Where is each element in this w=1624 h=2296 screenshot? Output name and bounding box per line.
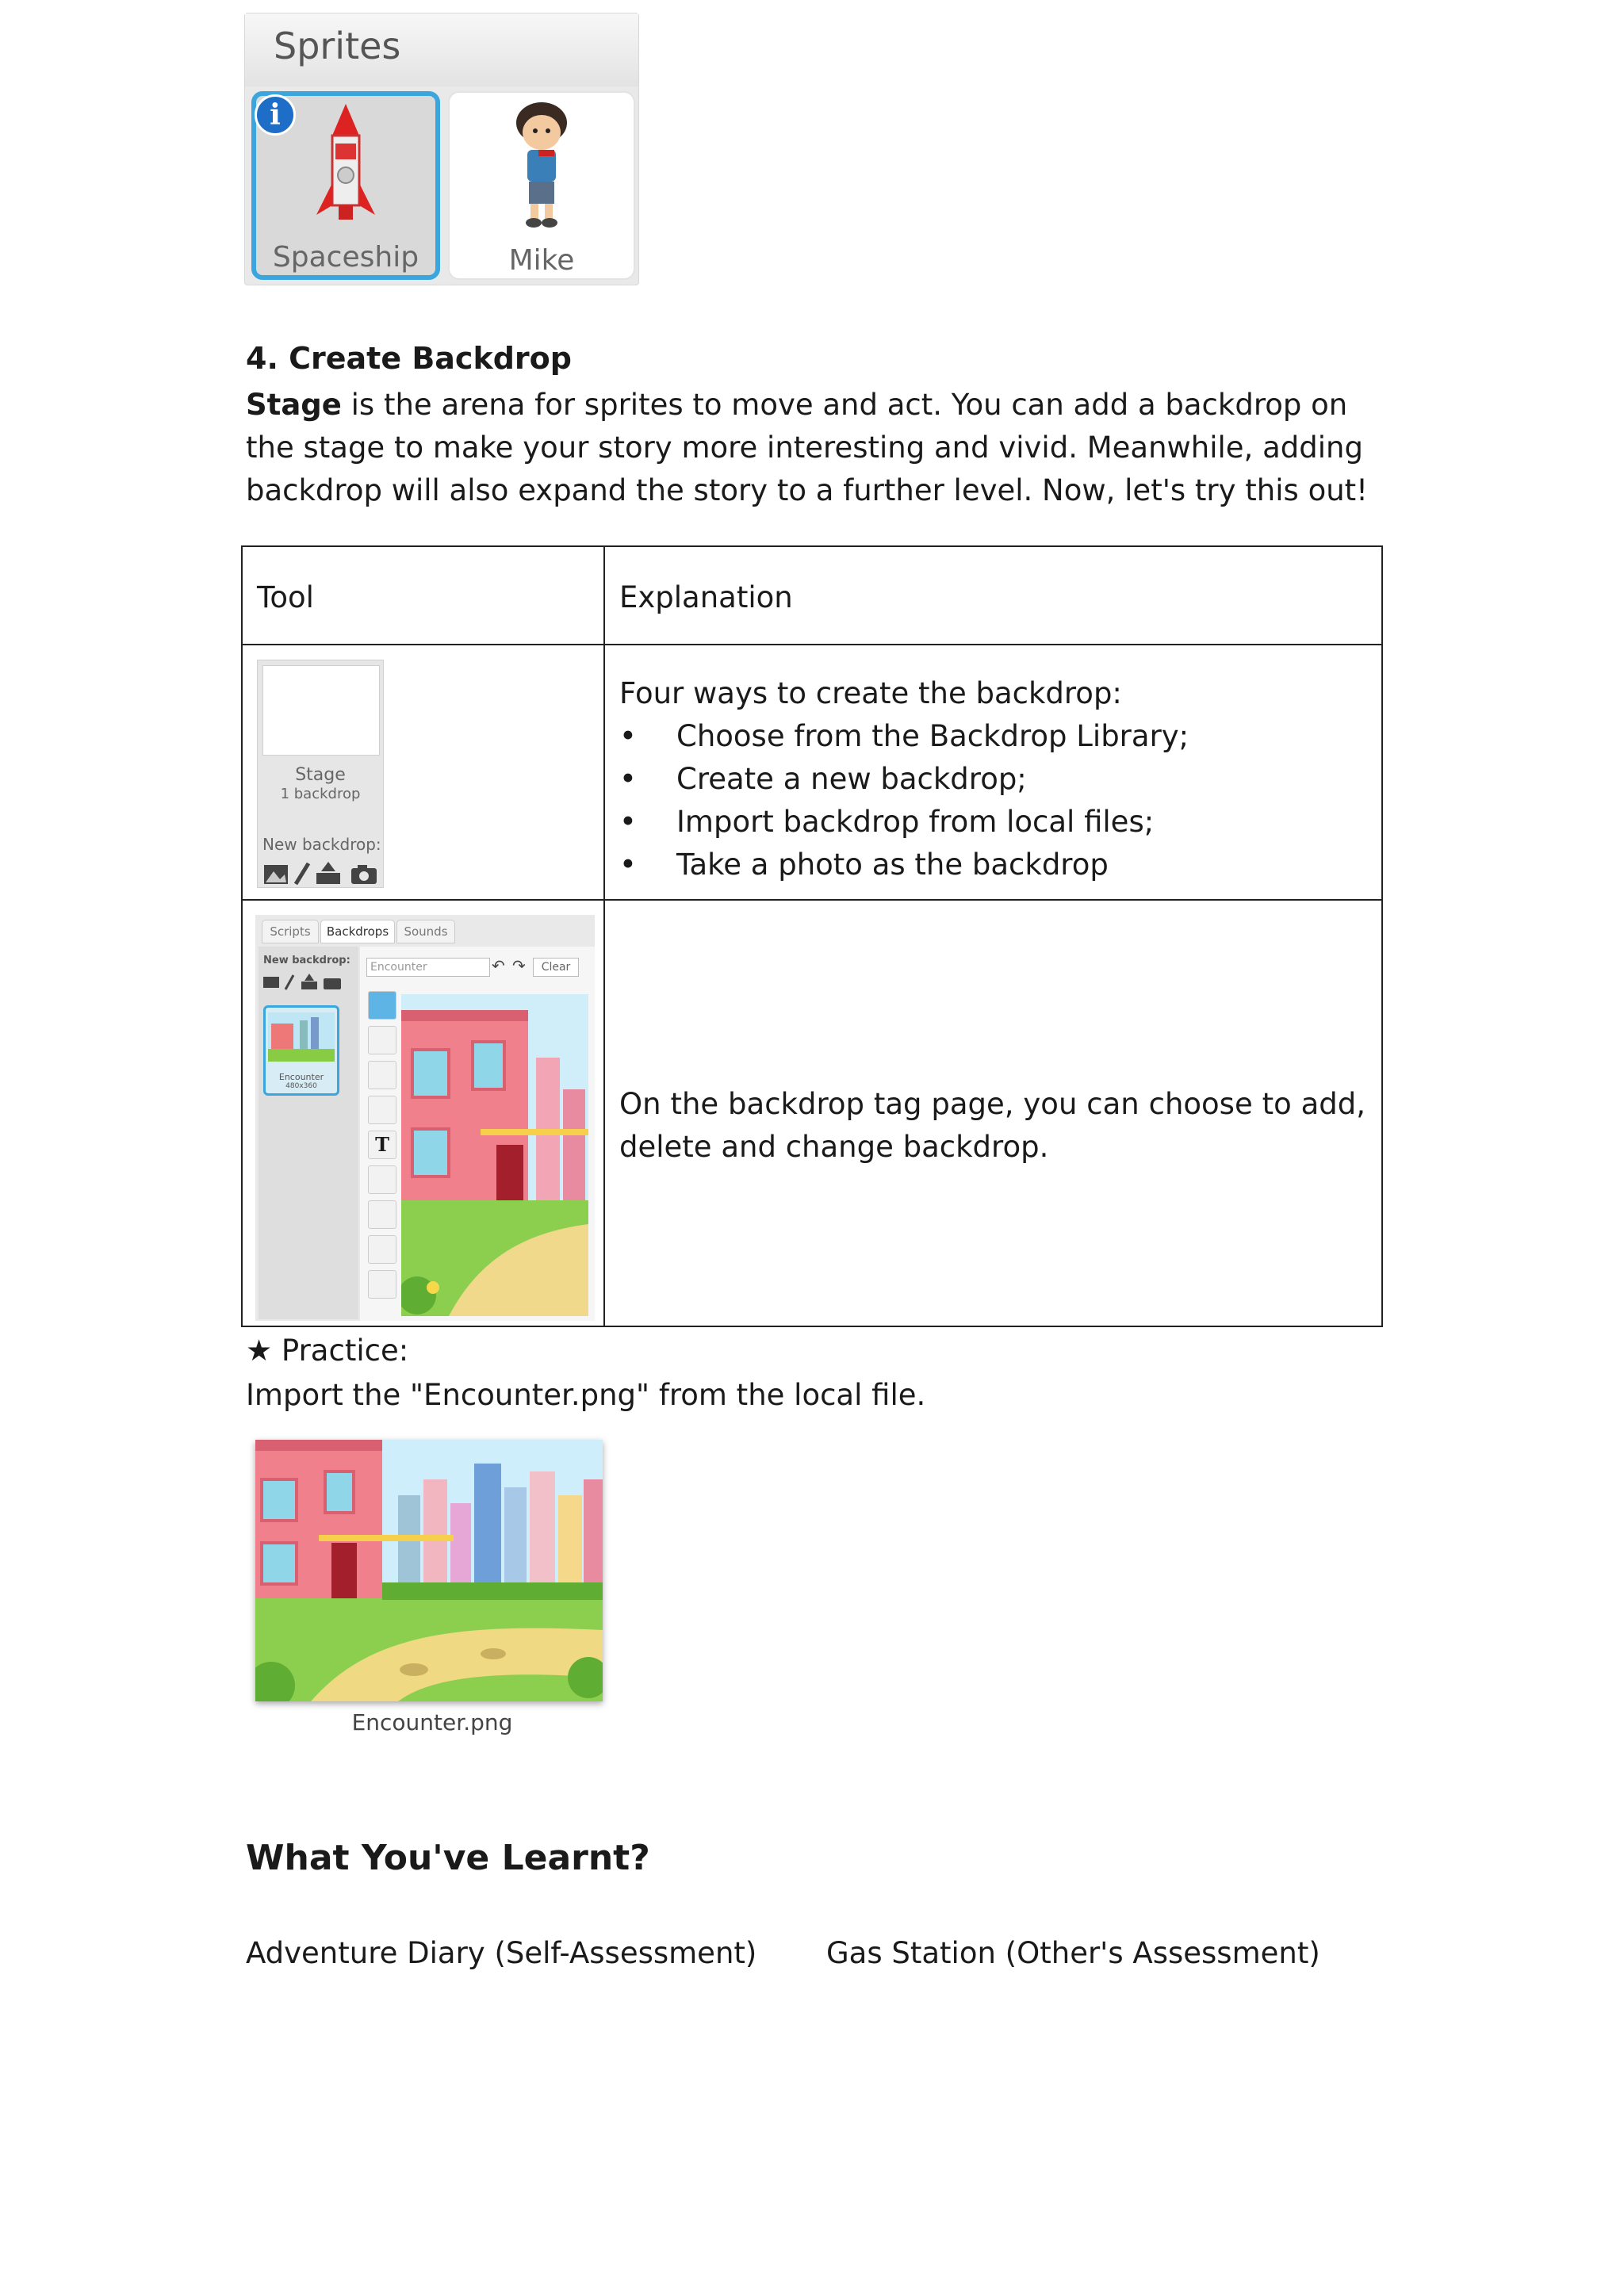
list-item: • Create a new backdrop; [619, 758, 1365, 801]
redo-icon[interactable]: ↷ [512, 956, 526, 975]
thumb-size: 480x360 [285, 1082, 317, 1090]
stage-explanation-cell [604, 645, 1382, 900]
encounter-filename: Encounter.png [351, 1709, 513, 1735]
header-explanation [604, 546, 1382, 645]
header-tool [242, 546, 604, 645]
new-backdrop-label: New backdrop: [263, 955, 350, 966]
boy-character-icon [450, 93, 634, 235]
rocket-icon [256, 96, 435, 239]
brush-tool-icon[interactable] [368, 991, 396, 1020]
tab-scripts[interactable]: Scripts [262, 920, 319, 943]
list-item: • Choose from the Backdrop Library; [619, 715, 1365, 758]
paragraph-text: is the arena for sprites to move and act. You can add a backdrop on the stage to make your story more interesting and vivid. Meanwhile, adding backdrop will also expand the story to a further level. Now, let's try this out! [246, 388, 1368, 507]
undo-icon[interactable]: ↶ [492, 956, 505, 975]
select-tool-icon[interactable] [368, 1235, 396, 1264]
backdrop-thumbnail[interactable] [263, 1005, 339, 1096]
encounter-mini-icon [268, 1012, 335, 1062]
editor-explanation [619, 1083, 1365, 1169]
backdrop-editor [255, 915, 595, 1321]
header-explanation-text: Explanation [619, 580, 793, 614]
header-tool-text: Tool [257, 580, 314, 614]
thumb-name: Encounter [278, 1072, 324, 1082]
ways-list [619, 715, 1365, 886]
explanation-line: On the backdrop tag page, you can choose to add, [619, 1087, 1365, 1121]
backdrop-list-panel [259, 947, 358, 1319]
upload-icon [316, 862, 340, 884]
paintbrush-icon [296, 863, 308, 884]
sprite-tile-spaceship[interactable] [251, 91, 440, 280]
section-paragraph [246, 384, 1388, 512]
paint-editor [360, 947, 595, 1321]
stage-thumbnail[interactable] [257, 660, 384, 888]
adventure-diary-label: Adventure Diary (Self-Assessment) [246, 1936, 757, 1970]
clear-button[interactable]: Clear [533, 958, 579, 977]
editor-tool-cell [242, 900, 604, 1326]
backdrop-name-input[interactable]: Encounter [366, 958, 490, 977]
sprites-panel [244, 13, 639, 285]
eraser-tool-icon[interactable] [368, 1200, 396, 1229]
tool-table [241, 545, 1383, 1327]
camera-icon [351, 865, 377, 884]
backdrop-canvas-image [401, 994, 588, 1316]
new-backdrop-icons [263, 974, 350, 991]
encounter-scene-icon [401, 994, 588, 1316]
info-icon[interactable]: i [255, 94, 296, 136]
sprites-title: Sprites [274, 25, 401, 67]
text-tool-icon[interactable]: T [368, 1131, 396, 1159]
sprites-header [245, 13, 638, 86]
learnt-heading: What You've Learnt? [246, 1838, 650, 1878]
encounter-image [255, 1440, 603, 1701]
stage-label: Stage [295, 765, 346, 785]
editor-explanation-cell [604, 900, 1382, 1326]
sprite-name: Mike [508, 244, 575, 277]
rectangle-tool-icon[interactable] [368, 1061, 396, 1089]
tab-backdrops[interactable]: Backdrops [320, 920, 395, 943]
stage-term: Stage [246, 388, 342, 422]
list-item: • Import backdrop from local files; [619, 801, 1365, 844]
line-tool-icon[interactable] [368, 1026, 396, 1054]
sprite-name: Spaceship [272, 241, 419, 274]
practice-instruction: Import the "Encounter.png" from the local file. [246, 1378, 926, 1412]
practice-label: ★ Practice: [246, 1334, 409, 1368]
stamp-tool-icon[interactable] [368, 1270, 396, 1299]
ellipse-tool-icon[interactable] [368, 1096, 396, 1124]
stage-explanation [619, 672, 1365, 886]
new-backdrop-icons [262, 860, 381, 887]
section-heading: 4. Create Backdrop [246, 341, 572, 376]
landscape-icon [264, 865, 288, 884]
gas-station-label: Gas Station (Other's Assessment) [826, 1936, 1320, 1970]
explanation-intro: Four ways to create the backdrop: [619, 676, 1122, 710]
stage-count: 1 backdrop [280, 786, 361, 802]
new-backdrop-label: New backdrop: [262, 835, 381, 854]
encounter-scene-icon [255, 1440, 603, 1701]
fill-tool-icon[interactable] [368, 1165, 396, 1194]
sprite-tile-mike[interactable] [448, 91, 635, 280]
explanation-line: delete and change backdrop. [619, 1130, 1049, 1164]
tab-sounds[interactable]: Sounds [396, 920, 455, 943]
stage-preview [262, 665, 380, 756]
list-item: • Take a photo as the backdrop [619, 844, 1365, 886]
stage-tool-cell [242, 645, 604, 900]
